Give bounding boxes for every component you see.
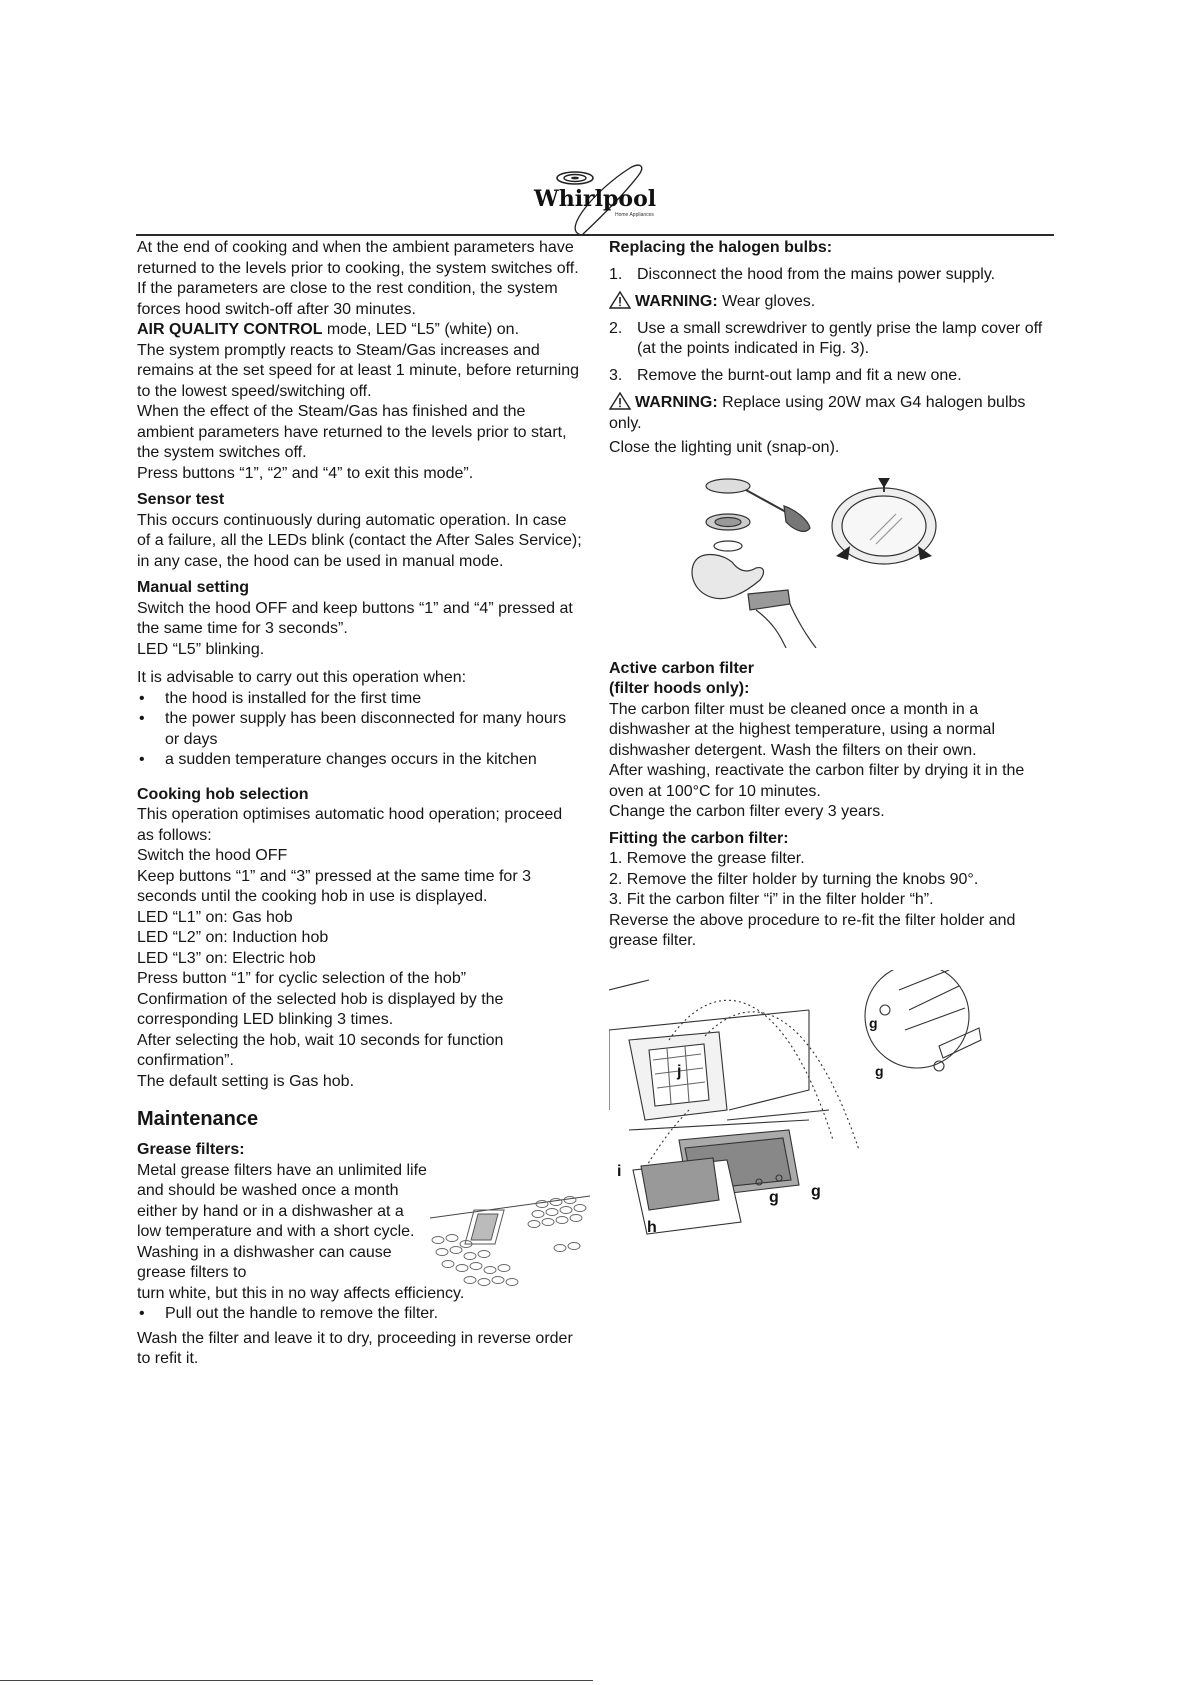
grease-filter-illustration: [430, 1188, 590, 1300]
sensor-test-text: This occurs continuously during automatic operation. In case of a failure, all the LEDs blink (contact the After Sales Service); in any case, the hood can be used in manual mode.: [137, 511, 582, 570]
hob-line: LED “L1” on: Gas hob: [137, 908, 293, 926]
label-g: g: [875, 1063, 884, 1079]
manual-led-text: LED “L5” blinking.: [137, 640, 265, 658]
warning-bulbs: WARNING: Replace using 20W max G4 halogen bulbs only.: [609, 394, 1026, 432]
list-item: • the power supply has been disconnected for many hours or days: [137, 709, 583, 750]
hob-selection-heading: Cooking hob selection: [137, 785, 309, 803]
halogen-heading: Replacing the halogen bulbs:: [609, 239, 833, 256]
fitting-step: 2. Remove the filter holder by turning the knobs 90°.: [609, 870, 979, 888]
air-quality-line: AIR QUALITY CONTROL mode, LED “L5” (white) on.: [137, 321, 520, 338]
fitting-step: Reverse the above procedure to re-fit the filter holder and grease filter.: [609, 911, 1016, 949]
hob-line: The default setting is Gas hob.: [137, 1072, 355, 1090]
logo-subtitle: Home Appliances: [615, 212, 654, 218]
intro-paragraph: At the end of cooking and when the ambient parameters have returned to the levels prior to cooking, the system switches off.: [137, 239, 579, 277]
hob-line: After selecting the hob, wait 10 seconds for function confirmation”.: [137, 1031, 504, 1069]
grease-refit-text: Wash the filter and leave it to dry, proceeding in reverse order to refit it.: [137, 1329, 573, 1367]
list-item: • Pull out the handle to remove the filter.: [137, 1304, 583, 1325]
label-g: g: [769, 1189, 779, 1206]
halogen-step-3: 3. Remove the burnt-out lamp and fit a new one.: [609, 366, 962, 384]
manual-setting-heading: Manual setting: [137, 579, 250, 596]
steam-react-paragraph: The system promptly reacts to Steam/Gas increases and remains at the set speed for at least 1 minute, before returning to the lowest speed/switching off.: [137, 341, 580, 400]
manual-setting-text: Switch the hood OFF and keep buttons “1” and “4” pressed at the same time for 3 seconds”.: [137, 599, 573, 637]
hob-line: Confirmation of the selected hob is displayed by the corresponding LED blinking 3 times.: [137, 990, 504, 1028]
grease-filters-heading: Grease filters:: [137, 1141, 245, 1158]
whirlpool-logo: [520, 160, 660, 240]
carbon-line: The carbon filter must be cleaned once a month in a dishwasher at the highest temperature, using a normal dishwasher detergent. Wash the filters on their own.: [609, 700, 995, 759]
hob-line: LED “L2” on: Induction hob: [137, 929, 329, 946]
list-item: • the hood is installed for the first time: [137, 689, 583, 710]
hob-line: LED “L3” on: Electric hob: [137, 949, 316, 967]
fitting-carbon-heading: Fitting the carbon filter:: [609, 829, 789, 847]
close-lighting-text: Close the lighting unit (snap-on).: [609, 439, 840, 456]
halogen-step-1: 1. Disconnect the hood from the mains power supply.: [609, 265, 996, 283]
label-i: i: [617, 1163, 622, 1180]
warning-icon: [609, 392, 631, 410]
label-h: h: [647, 1219, 657, 1236]
sensor-test-heading: Sensor test: [137, 491, 225, 508]
carbon-line: Change the carbon filter every 3 years.: [609, 803, 885, 820]
grease-filters-text: Metal grease filters have an unlimited life and should be washed once a month either by hand or in a dishwasher at a low temperature and with a short cycle. Washing in a dishwasher can cause grease filters to: [137, 1161, 427, 1281]
footer-rule: [0, 1680, 593, 1681]
logo-wordmark: Whirlpool: [534, 186, 657, 212]
exit-mode-paragraph: Press buttons “1”, “2” and “4” to exit this mode”.: [137, 464, 474, 482]
hob-line: Keep buttons “1” and “3” pressed at the same time for 3 seconds until the cooking hob in use is displayed.: [137, 867, 531, 905]
label-g: g: [869, 1015, 878, 1031]
halogen-step-2: 2. Use a small screwdriver to gently prise the lamp cover off (at the points indicated in Fig. 3).: [609, 319, 1043, 357]
label-g: g: [811, 1183, 821, 1200]
steam-finished-paragraph: When the effect of the Steam/Gas has finished and the ambient parameters have returned to the levels prior to start, the system switches off.: [137, 403, 567, 461]
fitting-step: 3. Fit the carbon filter “i” in the filter holder “h”.: [609, 891, 934, 908]
hob-line: This operation optimises automatic hood operation; proceed as follows:: [137, 806, 563, 844]
fitting-step: 1. Remove the grease filter.: [609, 850, 805, 867]
label-j: j: [677, 1063, 682, 1080]
carbon-line: After washing, reactivate the carbon filter by drying it in the oven at 100°C for 10 minutes.: [609, 762, 1025, 800]
list-item: • a sudden temperature changes occurs in the kitchen: [137, 750, 583, 771]
rest-condition-paragraph: If the parameters are close to the rest condition, the system forces hood switch-off after 30 minutes.: [137, 280, 558, 318]
air-quality-label: AIR QUALITY CONTROL: [137, 321, 323, 338]
header-rule: [136, 234, 1054, 236]
carbon-filter-heading: Active carbon filter (filter hoods only):: [609, 659, 754, 697]
hob-line: Switch the hood OFF: [137, 847, 288, 864]
halogen-bulb-illustration: [686, 470, 966, 648]
hob-line: Press button “1” for cyclic selection of the hob”: [137, 970, 467, 987]
warning-gloves: WARNING: Wear gloves.: [609, 291, 1059, 313]
warning-icon: [609, 291, 631, 309]
maintenance-heading: Maintenance: [137, 1108, 259, 1130]
grease-filters-text-2: turn white, but this in no way affects efficiency.: [137, 1284, 465, 1302]
carbon-filter-illustration: [609, 970, 1059, 1240]
advisable-text: It is advisable to carry out this operation when:: [137, 669, 467, 686]
